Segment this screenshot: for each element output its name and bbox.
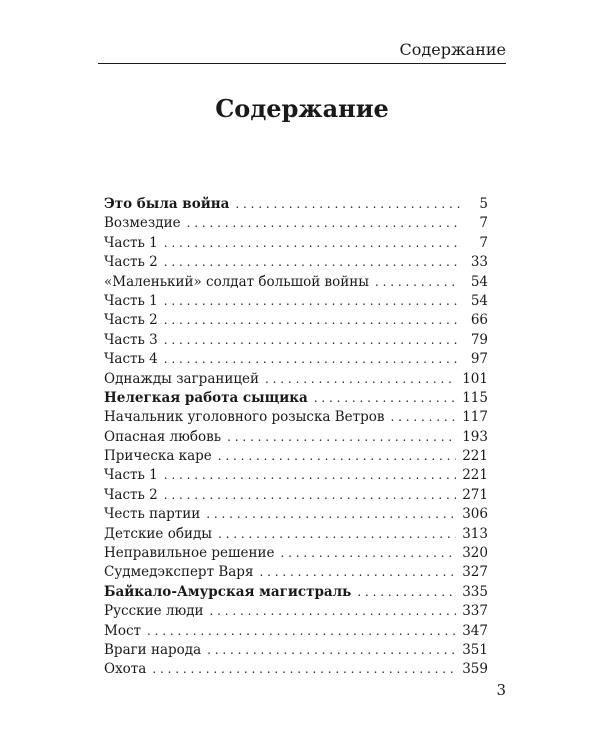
toc-entry-title: Часть 2: [104, 254, 158, 271]
dot-leader: [164, 486, 456, 505]
toc-entry-page: 347: [462, 622, 488, 639]
dot-leader: [357, 583, 456, 602]
toc-entry-page: 54: [470, 292, 488, 309]
toc-entry: [104, 350, 488, 369]
dot-leader: [164, 234, 460, 253]
toc-entry: [104, 408, 488, 427]
toc-entry-page: 33: [470, 254, 488, 271]
toc-entry-page: 7: [479, 215, 488, 232]
toc-entry: [104, 544, 488, 563]
toc-entry: [104, 563, 488, 582]
toc-entry-page: 359: [462, 661, 488, 678]
toc-entry: [104, 273, 488, 292]
toc-entry-title: Прическа каре: [104, 448, 212, 465]
dot-leader: [152, 660, 456, 679]
toc-entry-title: Возмездие: [104, 215, 181, 232]
toc-entry-title: Русские люди: [104, 603, 204, 620]
toc-entry-title: Судмедэксперт Варя: [104, 564, 254, 581]
toc-entry-title: Однажды заграницей: [104, 370, 260, 387]
toc-entry-title: Неправильное решение: [104, 545, 275, 562]
dot-leader: [164, 253, 460, 272]
toc-entry-title: Часть 4: [104, 351, 158, 368]
toc-entry: [104, 602, 488, 621]
toc-entry-page: 320: [462, 545, 488, 562]
toc-entry-page: 54: [470, 273, 488, 290]
toc-entry-title: Нелегкая работа сыщика: [104, 389, 308, 406]
toc-entry: [104, 428, 488, 447]
toc-entry-page: 337: [462, 603, 488, 620]
dot-leader: [164, 466, 456, 485]
toc-section-entry: [104, 389, 488, 408]
toc-entry-page: 335: [462, 583, 488, 600]
toc-entry-page: 221: [462, 467, 488, 484]
toc-entry-page: 351: [462, 641, 488, 658]
toc-entry-title: Это была война: [104, 196, 230, 212]
toc-entry: [104, 505, 488, 524]
dot-leader: [281, 544, 457, 563]
toc-entry: [104, 660, 488, 679]
toc-entry-title: Враги народа: [104, 641, 202, 658]
running-header: Содержание: [399, 40, 506, 59]
toc-entry-page: 66: [470, 312, 488, 329]
toc-section-entry: [104, 583, 488, 602]
toc-entry-title: Начальник уголовного розыска Ветров: [104, 409, 385, 426]
toc-entry: [104, 214, 488, 233]
toc-entry: [104, 447, 488, 466]
toc-entry-title: Мост: [104, 622, 141, 639]
toc-entry-page: 115: [462, 389, 488, 406]
toc-entry: [104, 525, 488, 544]
toc-entry-page: 97: [470, 351, 488, 368]
toc-entry-page: 101: [462, 370, 488, 387]
toc-entry-page: 79: [470, 331, 488, 348]
dot-leader: [164, 311, 460, 330]
dot-leader: [218, 447, 456, 466]
dot-leader: [265, 370, 456, 389]
toc-entry-title: Охота: [104, 661, 147, 678]
dot-leader: [206, 505, 456, 524]
toc-entry-title: Байкало-Амурская магистраль: [104, 583, 352, 600]
toc-entry-title: Часть 1: [104, 292, 158, 309]
toc-section-entry: [104, 195, 488, 214]
dot-leader: [227, 428, 456, 447]
toc-entry-page: 221: [462, 448, 488, 465]
page-number: 3: [496, 681, 506, 699]
header-rule: [98, 63, 506, 64]
toc-entry: [104, 234, 488, 253]
dot-leader: [210, 602, 457, 621]
toc-entry-title: Детские обиды: [104, 525, 213, 542]
dot-leader: [187, 214, 460, 233]
toc-entry-title: Честь партии: [104, 506, 201, 523]
toc-entry-title: «Маленький» солдат большой войны: [104, 273, 370, 290]
toc-entry-title: Часть 1: [104, 467, 158, 484]
toc-entry-page: 5: [479, 196, 488, 212]
page-title: Содержание: [215, 94, 389, 124]
toc-entry: [104, 466, 488, 485]
dot-leader: [164, 331, 460, 350]
toc-entry: [104, 486, 488, 505]
toc-entry-title: Часть 1: [104, 234, 158, 251]
toc-entry-title: Опасная любовь: [104, 428, 222, 445]
toc-entry: [104, 331, 488, 350]
dot-leader: [164, 292, 460, 311]
dot-leader: [375, 273, 460, 292]
toc-entry: [104, 311, 488, 330]
toc-entry-page: 313: [462, 525, 488, 542]
toc-entry-title: Часть 2: [104, 312, 158, 329]
toc-entry: [104, 622, 488, 641]
dot-leader: [207, 641, 456, 660]
toc-entry-title: Часть 3: [104, 331, 158, 348]
dot-leader: [390, 408, 456, 427]
dot-leader: [147, 622, 456, 641]
dot-leader: [259, 563, 456, 582]
toc-entry-page: 7: [479, 234, 488, 251]
toc-entry: [104, 292, 488, 311]
toc-entry-page: 271: [462, 486, 488, 503]
toc-entry-page: 117: [462, 409, 488, 426]
toc-entry-page: 306: [462, 506, 488, 523]
toc-entry: [104, 253, 488, 272]
dot-leader: [314, 389, 456, 408]
dot-leader: [235, 195, 460, 214]
toc-entry-title: Часть 2: [104, 486, 158, 503]
toc-entry: [104, 641, 488, 660]
toc-entry: [104, 370, 488, 389]
table-of-contents: [104, 195, 488, 680]
toc-entry-page: 193: [462, 428, 488, 445]
dot-leader: [164, 350, 460, 369]
dot-leader: [218, 525, 456, 544]
toc-entry-page: 327: [462, 564, 488, 581]
